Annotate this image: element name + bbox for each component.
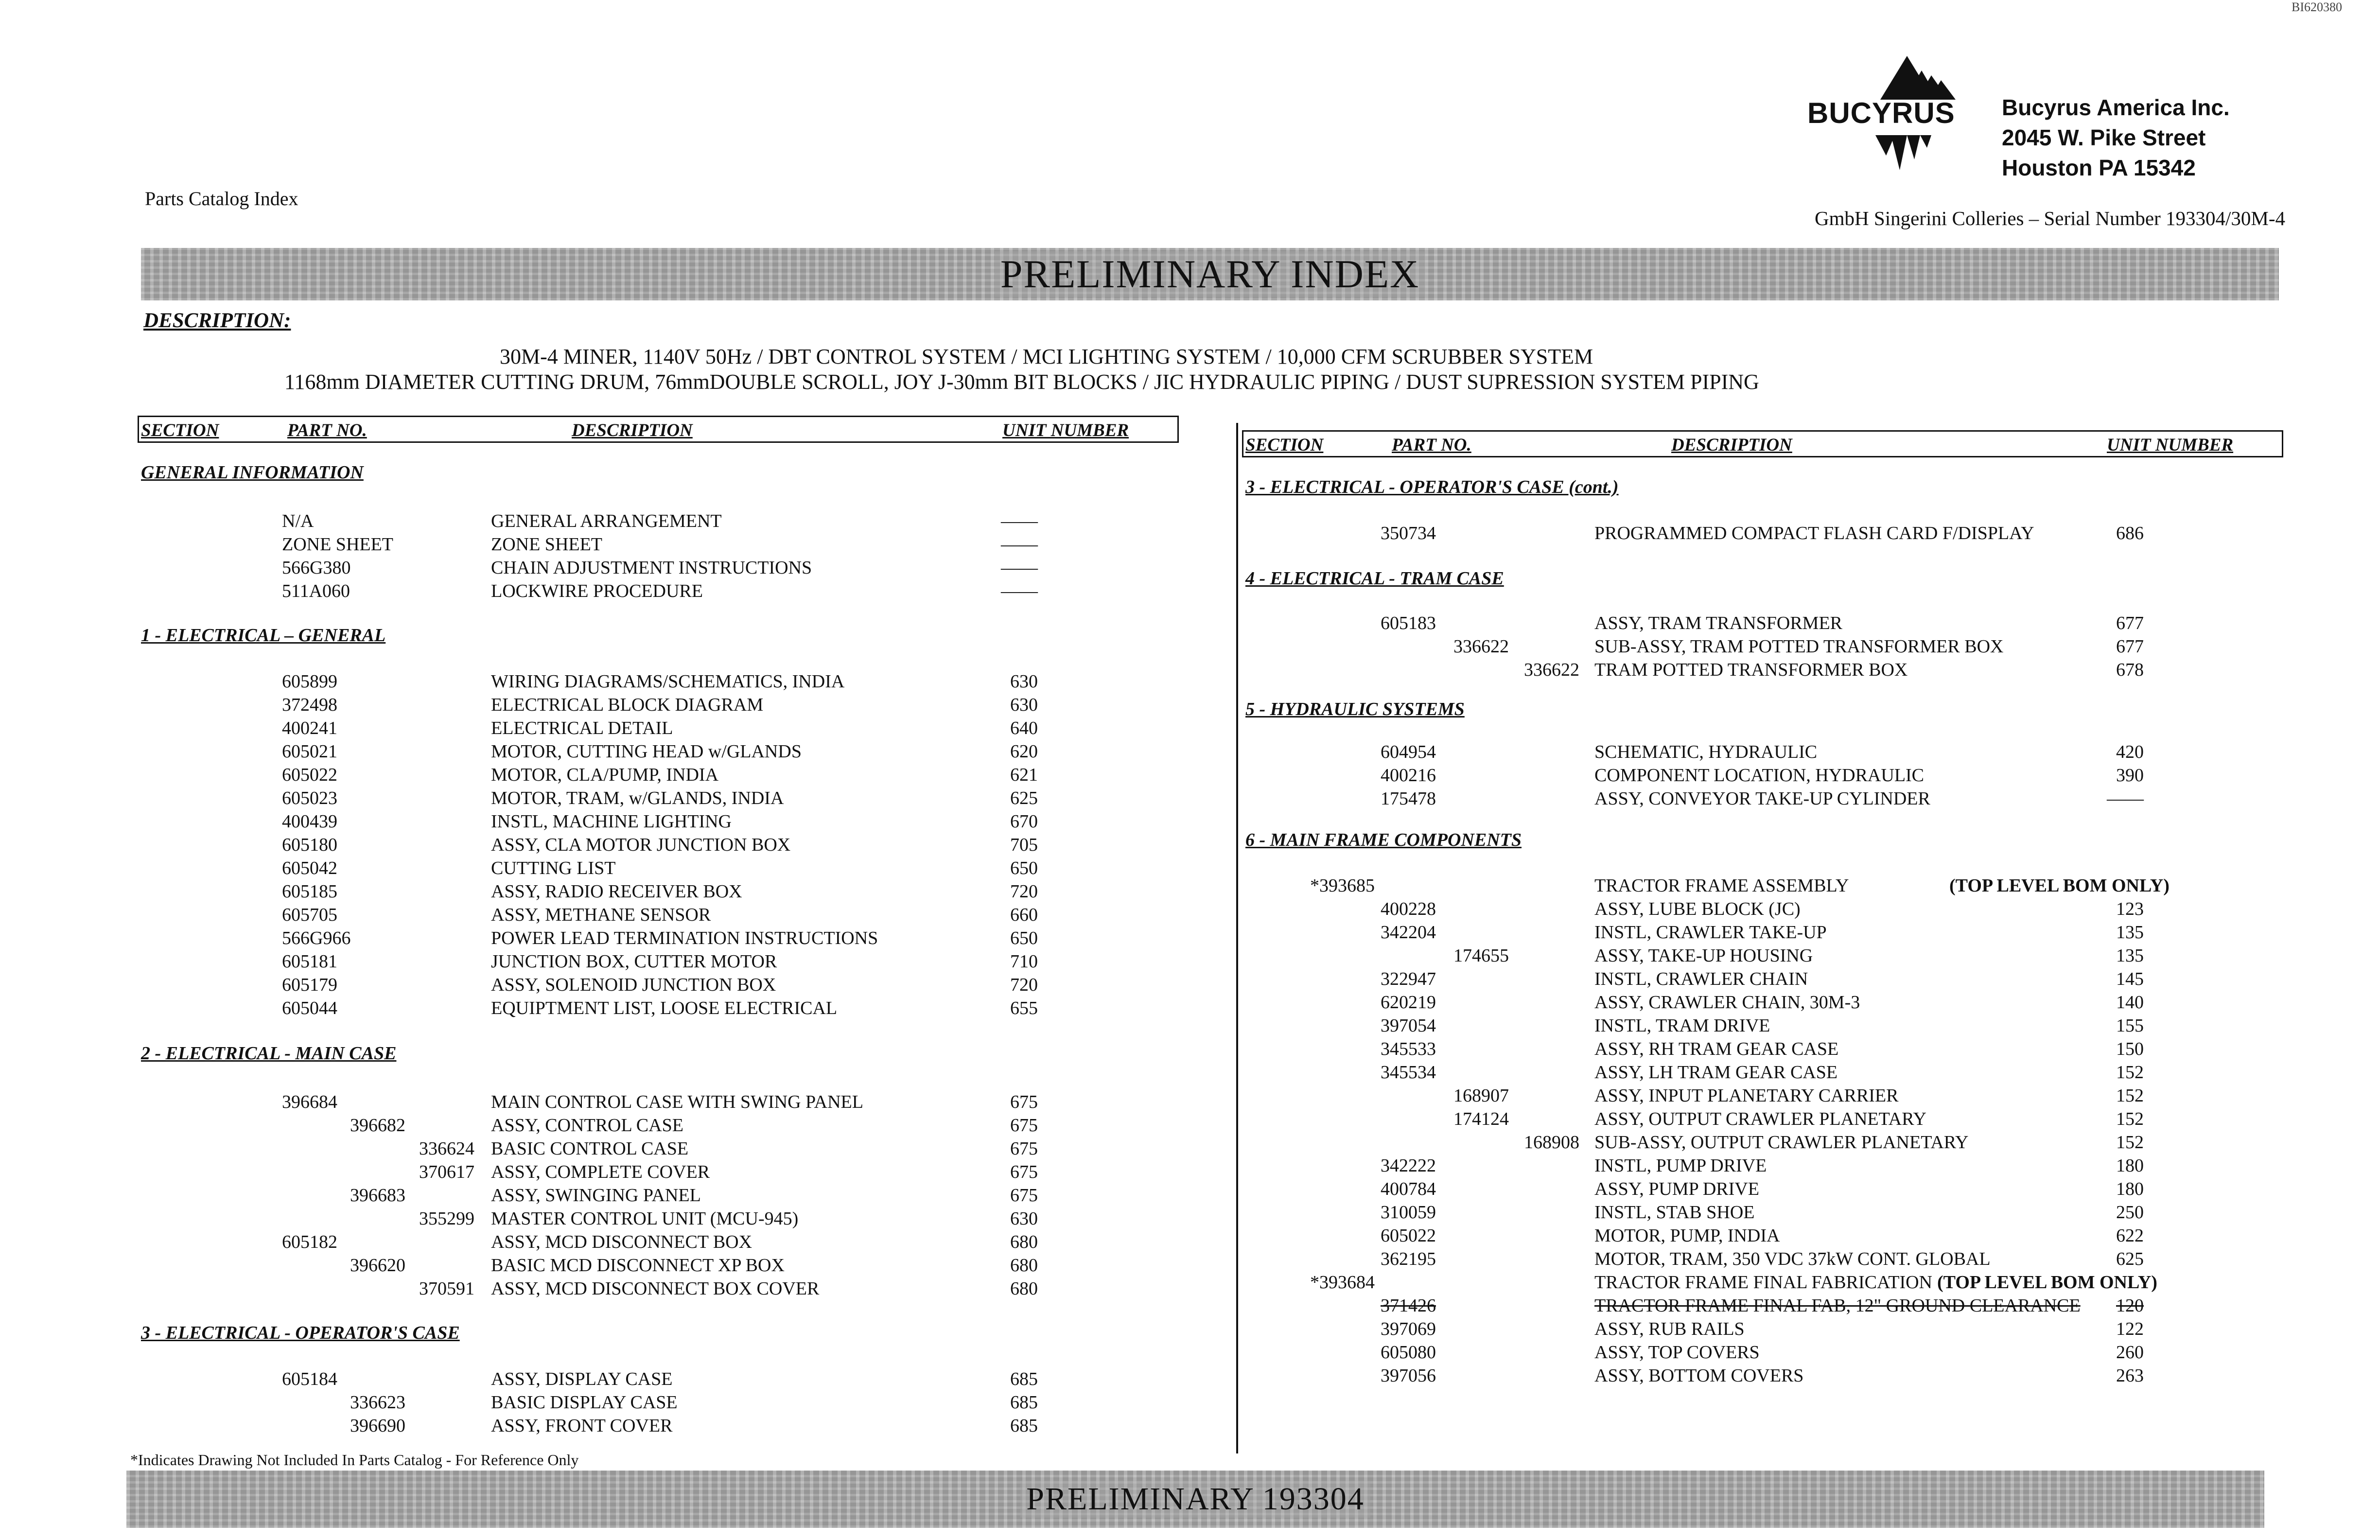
part-number: 605181 <box>282 951 337 972</box>
part-number: 355299 <box>419 1208 474 1229</box>
part-description: ASSY, COMPLETE COVER <box>491 1162 710 1182</box>
section-title: 3 - ELECTRICAL - OPERATOR'S CASE <box>141 1323 460 1343</box>
part-number: *393685 <box>1310 875 1375 896</box>
part-description: TRAM POTTED TRANSFORMER BOX <box>1594 660 1908 680</box>
part-number: 566G966 <box>282 928 351 948</box>
part-number: 310059 <box>1381 1202 1436 1223</box>
part-number: 605022 <box>282 765 337 785</box>
description-line-2: 1168mm DIAMETER CUTTING DRUM, 76mmDOUBLE SCROLL, JOY J-30mm BIT BLOCKS / JIC HYDRAULIC PIPING / DUST SUPRESSION SYSTEM PIPING <box>284 370 1759 394</box>
unit-number: 150 <box>2116 1039 2144 1059</box>
header-part-no: PART NO. <box>287 420 367 440</box>
unit-number: 152 <box>2116 1109 2144 1129</box>
part-number: 605023 <box>282 788 337 808</box>
part-description: ASSY, SOLENOID JUNCTION BOX <box>491 975 776 995</box>
index-row <box>0 811 2380 834</box>
part-description: WIRING DIAGRAMS/SCHEMATICS, INDIA <box>491 671 845 692</box>
part-description: ASSY, LH TRAM GEAR CASE <box>1594 1062 1838 1083</box>
part-description: ASSY, BOTTOM COVERS <box>1594 1365 1804 1386</box>
part-description: ELECTRICAL BLOCK DIAGRAM <box>491 695 764 715</box>
part-number: 345534 <box>1381 1062 1436 1083</box>
part-description: COMPONENT LOCATION, HYDRAULIC <box>1594 765 1925 786</box>
section-title: 1 - ELECTRICAL – GENERAL <box>141 625 386 646</box>
part-number: 336622 <box>1453 636 1509 657</box>
unit-number: —— <box>1001 534 1038 555</box>
part-number: 397054 <box>1381 1015 1436 1036</box>
unit-number: 145 <box>2116 969 2144 989</box>
unit-number: 680 <box>1010 1255 1038 1276</box>
part-description: CHAIN ADJUSTMENT INSTRUCTIONS <box>491 558 812 578</box>
index-row <box>0 523 2380 546</box>
unit-number: 677 <box>2116 636 2144 657</box>
part-number: 371426 <box>1381 1295 1436 1316</box>
index-row <box>0 922 2380 945</box>
part-description: MAIN CONTROL CASE WITH SWING PANEL <box>491 1092 863 1112</box>
header-section: SECTION <box>1245 435 1324 455</box>
part-description: ASSY, MCD DISCONNECT BOX COVER <box>491 1278 820 1299</box>
header-description: DESCRIPTION <box>572 420 693 440</box>
part-description: ASSY, CONVEYOR TAKE-UP CYLINDER <box>1594 788 1930 809</box>
index-row <box>0 1318 2380 1342</box>
index-row <box>0 1415 2380 1438</box>
unit-number: 670 <box>1010 811 1038 832</box>
part-number: ZONE SHEET <box>282 534 394 555</box>
section-title: 2 - ELECTRICAL - MAIN CASE <box>141 1043 397 1064</box>
index-row <box>0 1202 2380 1225</box>
unit-number: 650 <box>1010 858 1038 878</box>
unit-number: 420 <box>2116 742 2144 762</box>
unit-number: 152 <box>2116 1132 2144 1153</box>
index-row <box>0 1225 2380 1248</box>
unit-number: 140 <box>2116 992 2144 1013</box>
left-column-header <box>138 416 1179 443</box>
part-description: TRACTOR FRAME ASSEMBLY <box>1594 875 1849 896</box>
part-description: SUB-ASSY, OUTPUT CRAWLER PLANETARY <box>1594 1132 1969 1153</box>
company-city: Houston PA 15342 <box>2002 155 2196 180</box>
index-row <box>0 1392 2380 1415</box>
title-banner <box>141 248 2279 300</box>
part-description: ASSY, MCD DISCONNECT BOX <box>491 1232 752 1252</box>
part-description: SUB-ASSY, TRAM POTTED TRANSFORMER BOX <box>1594 636 2004 657</box>
index-row <box>0 557 2380 580</box>
index-row <box>0 992 2380 1015</box>
part-description: EQUIPTMENT LIST, LOOSE ELECTRICAL <box>491 998 838 1018</box>
part-description: ASSY, SWINGING PANEL <box>491 1185 701 1206</box>
unit-number: 678 <box>2116 660 2144 680</box>
company-address <box>2002 92 2230 183</box>
index-row <box>0 765 2380 788</box>
unit-number: 123 <box>2116 899 2144 919</box>
unit-number: 685 <box>1010 1392 1038 1413</box>
part-number: 168907 <box>1453 1085 1509 1106</box>
part-number: 342222 <box>1381 1155 1436 1176</box>
part-number: 174655 <box>1453 945 1509 966</box>
part-number: 400228 <box>1381 899 1436 919</box>
index-row <box>0 834 2380 858</box>
part-number: 396683 <box>350 1185 405 1206</box>
part-number: 605705 <box>282 905 337 925</box>
bom-note: (TOP LEVEL BOM ONLY) <box>1937 1272 2157 1293</box>
section-title: 3 - ELECTRICAL - OPERATOR'S CASE (cont.) <box>1245 477 1619 497</box>
part-description: INSTL, STAB SHOE <box>1594 1202 1755 1223</box>
part-number: 605183 <box>1381 613 1436 633</box>
unit-number: —— <box>2107 788 2144 809</box>
index-row <box>0 1108 2380 1132</box>
index-row <box>0 1248 2380 1272</box>
part-description: INSTL, CRAWLER CHAIN <box>1594 969 1808 989</box>
part-number: *393684 <box>1310 1272 1375 1293</box>
unit-number: 686 <box>2116 523 2144 543</box>
unit-number: 655 <box>1010 998 1038 1018</box>
part-number: 396684 <box>282 1092 337 1112</box>
catalog-label: Parts Catalog Index <box>145 188 298 210</box>
index-row <box>0 875 2380 898</box>
part-description: TRACTOR FRAME FINAL FAB, 12" GROUND CLEARANCE <box>1594 1295 2081 1316</box>
part-description: MOTOR, TRAM, w/GLANDS, INDIA <box>491 788 784 808</box>
part-number: 336623 <box>350 1392 405 1413</box>
index-row <box>0 612 2380 636</box>
unit-number: 675 <box>1010 1162 1038 1182</box>
unit-number: 620 <box>1010 741 1038 762</box>
unit-number: —— <box>1001 511 1038 531</box>
unit-number: 120 <box>2116 1295 2144 1316</box>
part-description: INSTL, MACHINE LIGHTING <box>491 811 732 832</box>
header-unit-number: UNIT NUMBER <box>1002 420 1129 440</box>
unit-number: 621 <box>1010 765 1038 785</box>
part-description: ASSY, CLA MOTOR JUNCTION BOX <box>491 835 791 855</box>
part-number: 342204 <box>1381 922 1436 943</box>
section-title: 4 - ELECTRICAL - TRAM CASE <box>1245 568 1504 589</box>
company-street: 2045 W. Pike Street <box>2002 125 2206 150</box>
part-number: 605184 <box>282 1369 337 1389</box>
index-row <box>0 945 2380 968</box>
unit-number: 675 <box>1010 1092 1038 1112</box>
unit-number: —— <box>1001 581 1038 601</box>
part-number: 350734 <box>1381 523 1436 543</box>
company-name: Bucyrus America Inc. <box>2002 95 2230 120</box>
part-description: SCHEMATIC, HYDRAULIC <box>1594 742 1818 762</box>
part-number: 400216 <box>1381 765 1436 786</box>
unit-number: 180 <box>2116 1155 2144 1176</box>
part-description: CUTTING LIST <box>491 858 616 878</box>
part-description: ZONE SHEET <box>491 534 603 555</box>
document-id: BI620380 <box>2292 0 2342 14</box>
index-row <box>0 636 2380 659</box>
part-description: ASSY, TAKE-UP HOUSING <box>1594 945 1813 966</box>
part-description: MASTER CONTROL UNIT (MCU-945) <box>491 1208 799 1229</box>
part-number: 396620 <box>350 1255 405 1276</box>
part-number: 322947 <box>1381 969 1436 989</box>
part-description: ASSY, FRONT COVER <box>491 1416 673 1436</box>
index-row <box>0 1342 2380 1365</box>
header-unit-number: UNIT NUMBER <box>2107 435 2234 455</box>
index-row <box>0 788 2380 811</box>
unit-number: 710 <box>1010 951 1038 972</box>
footnote: *Indicates Drawing Not Included In Parts Catalog - For Reference Only <box>130 1451 579 1469</box>
right-column-header <box>1242 430 2283 457</box>
description-label: DESCRIPTION: <box>143 309 291 332</box>
part-description: GENERAL ARRANGEMENT <box>491 511 722 531</box>
header-section: SECTION <box>141 420 219 440</box>
unit-number: 622 <box>2116 1225 2144 1246</box>
unit-number: 677 <box>2116 613 2144 633</box>
index-row <box>0 1178 2380 1202</box>
part-description: BASIC DISPLAY CASE <box>491 1392 678 1413</box>
part-description: INSTL, PUMP DRIVE <box>1594 1155 1767 1176</box>
part-description: MOTOR, CUTTING HEAD w/GLANDS <box>491 741 802 762</box>
index-row <box>0 898 2380 922</box>
footer-title: PRELIMINARY 193304 <box>1020 1481 1370 1518</box>
part-description: TRACTOR FRAME FINAL FABRICATION <box>1594 1272 1932 1293</box>
index-row <box>0 1062 2380 1085</box>
part-description: ASSY, OUTPUT CRAWLER PLANETARY <box>1594 1109 1926 1129</box>
part-description: MOTOR, PUMP, INDIA <box>1594 1225 1780 1246</box>
part-number: 372498 <box>282 695 337 715</box>
index-row <box>0 718 2380 741</box>
part-number: 400241 <box>282 718 337 738</box>
unit-number: 685 <box>1010 1416 1038 1436</box>
unit-number: 675 <box>1010 1185 1038 1206</box>
part-number: 397056 <box>1381 1365 1436 1386</box>
part-number: 605180 <box>282 835 337 855</box>
part-description: ASSY, LUBE BLOCK (JC) <box>1594 899 1801 919</box>
part-number: 605185 <box>282 881 337 902</box>
part-number: 604954 <box>1381 742 1436 762</box>
unit-number: 155 <box>2116 1015 2144 1036</box>
index-row <box>0 659 2380 682</box>
logo-wordmark: BUCYRUS <box>1807 97 1955 129</box>
part-description: ASSY, RADIO RECEIVER BOX <box>491 881 742 902</box>
part-number: 400439 <box>282 811 337 832</box>
index-row <box>0 741 2380 765</box>
index-row <box>0 1365 2380 1388</box>
unit-number: 625 <box>2116 1249 2144 1269</box>
description-line-1: 30M-4 MINER, 1140V 50Hz / DBT CONTROL SYSTEM / MCI LIGHTING SYSTEM / 10,000 CFM SCRUBBER SYSTEM <box>500 345 1593 368</box>
unit-number: 630 <box>1010 1208 1038 1229</box>
index-row <box>0 1295 2380 1318</box>
part-description: ASSY, RUB RAILS <box>1594 1319 1745 1339</box>
part-number: 605042 <box>282 858 337 878</box>
unit-number: 135 <box>2116 922 2144 943</box>
index-row <box>0 694 2380 718</box>
section-title: GENERAL INFORMATION <box>141 462 364 483</box>
unit-number: 135 <box>2116 945 2144 966</box>
part-number: 175478 <box>1381 788 1436 809</box>
index-row <box>0 580 2380 604</box>
bucyrus-logo <box>1807 53 1992 190</box>
section-title: 6 - MAIN FRAME COMPONENTS <box>1245 830 1522 850</box>
part-number: N/A <box>282 511 314 531</box>
bom-note: (TOP LEVEL BOM ONLY) <box>1949 875 2170 896</box>
part-number: 511A060 <box>282 581 350 601</box>
unit-number: 180 <box>2116 1179 2144 1199</box>
part-number: 362195 <box>1381 1249 1436 1269</box>
part-number: 605021 <box>282 741 337 762</box>
part-number: 396690 <box>350 1416 405 1436</box>
part-description: ASSY, CONTROL CASE <box>491 1115 683 1136</box>
part-number: 605182 <box>282 1232 337 1252</box>
unit-number: 250 <box>2116 1202 2144 1223</box>
part-description: INSTL, TRAM DRIVE <box>1594 1015 1770 1036</box>
unit-number: —— <box>1001 558 1038 578</box>
part-description: MOTOR, TRAM, 350 VDC 37kW CONT. GLOBAL <box>1594 1249 1991 1269</box>
footer-banner <box>126 1470 2264 1528</box>
unit-number: 630 <box>1010 671 1038 692</box>
unit-number: 720 <box>1010 881 1038 902</box>
part-number: 605044 <box>282 998 337 1018</box>
part-description: ASSY, CRAWLER CHAIN, 30M-3 <box>1594 992 1860 1013</box>
part-number: 620219 <box>1381 992 1436 1013</box>
section-title: 5 - HYDRAULIC SYSTEMS <box>1245 699 1465 719</box>
part-description: ASSY, PUMP DRIVE <box>1594 1179 1759 1199</box>
serial-number-line: GmbH Singerini Colleries – Serial Number 193304/30M-4 <box>1815 207 2285 229</box>
part-number: 397069 <box>1381 1319 1436 1339</box>
unit-number: 660 <box>1010 905 1038 925</box>
index-row <box>0 1085 2380 1108</box>
unit-number: 152 <box>2116 1085 2144 1106</box>
index-row <box>0 1038 2380 1062</box>
part-number: 605022 <box>1381 1225 1436 1246</box>
unit-number: 260 <box>2116 1342 2144 1363</box>
page-title: PRELIMINARY INDEX <box>995 251 1425 297</box>
part-number: 336622 <box>1524 660 1579 680</box>
unit-number: 625 <box>1010 788 1038 808</box>
part-description: ASSY, RH TRAM GEAR CASE <box>1594 1039 1839 1059</box>
unit-number: 680 <box>1010 1278 1038 1299</box>
part-description: JUNCTION BOX, CUTTER MOTOR <box>491 951 777 972</box>
part-description: BASIC MCD DISCONNECT XP BOX <box>491 1255 785 1276</box>
header-part-no: PART NO. <box>1392 435 1471 455</box>
part-number: 605179 <box>282 975 337 995</box>
header-description: DESCRIPTION <box>1671 435 1792 455</box>
index-row <box>0 1272 2380 1295</box>
unit-number: 685 <box>1010 1369 1038 1389</box>
unit-number: 680 <box>1010 1232 1038 1252</box>
unit-number: 640 <box>1010 718 1038 738</box>
unit-number: 263 <box>2116 1365 2144 1386</box>
part-description: INSTL, CRAWLER TAKE-UP <box>1594 922 1827 943</box>
unit-number: 390 <box>2116 765 2144 786</box>
part-number: 605080 <box>1381 1342 1436 1363</box>
part-description: MOTOR, CLA/PUMP, INDIA <box>491 765 719 785</box>
part-description: ASSY, INPUT PLANETARY CARRIER <box>1594 1085 1899 1106</box>
part-description: POWER LEAD TERMINATION INSTRUCTIONS <box>491 928 878 948</box>
part-number: 370617 <box>419 1162 474 1182</box>
unit-number: 705 <box>1010 835 1038 855</box>
part-number: 168908 <box>1524 1132 1579 1153</box>
index-row <box>0 1015 2380 1038</box>
part-description: LOCKWIRE PROCEDURE <box>491 581 703 601</box>
unit-number: 675 <box>1010 1138 1038 1159</box>
unit-number: 675 <box>1010 1115 1038 1136</box>
index-row <box>0 968 2380 992</box>
index-row <box>0 1155 2380 1178</box>
part-number: 336624 <box>419 1138 474 1159</box>
unit-number: 122 <box>2116 1319 2144 1339</box>
part-description: ELECTRICAL DETAIL <box>491 718 673 738</box>
unit-number: 650 <box>1010 928 1038 948</box>
part-description: ASSY, TOP COVERS <box>1594 1342 1760 1363</box>
part-number: 566G380 <box>282 558 351 578</box>
part-description: ASSY, DISPLAY CASE <box>491 1369 673 1389</box>
unit-number: 630 <box>1010 695 1038 715</box>
part-description: ASSY, TRAM TRANSFORMER <box>1594 613 1843 633</box>
part-number: 345533 <box>1381 1039 1436 1059</box>
part-number: 174124 <box>1453 1109 1509 1129</box>
part-number: 400784 <box>1381 1179 1436 1199</box>
unit-number: 720 <box>1010 975 1038 995</box>
part-description: PROGRAMMED COMPACT FLASH CARD F/DISPLAY <box>1594 523 2034 543</box>
unit-number: 152 <box>2116 1062 2144 1083</box>
part-description: ASSY, METHANE SENSOR <box>491 905 711 925</box>
index-row <box>0 1132 2380 1155</box>
part-number: 605899 <box>282 671 337 692</box>
part-description: BASIC CONTROL CASE <box>491 1138 689 1159</box>
part-number: 370591 <box>419 1278 474 1299</box>
part-number: 396682 <box>350 1115 405 1136</box>
